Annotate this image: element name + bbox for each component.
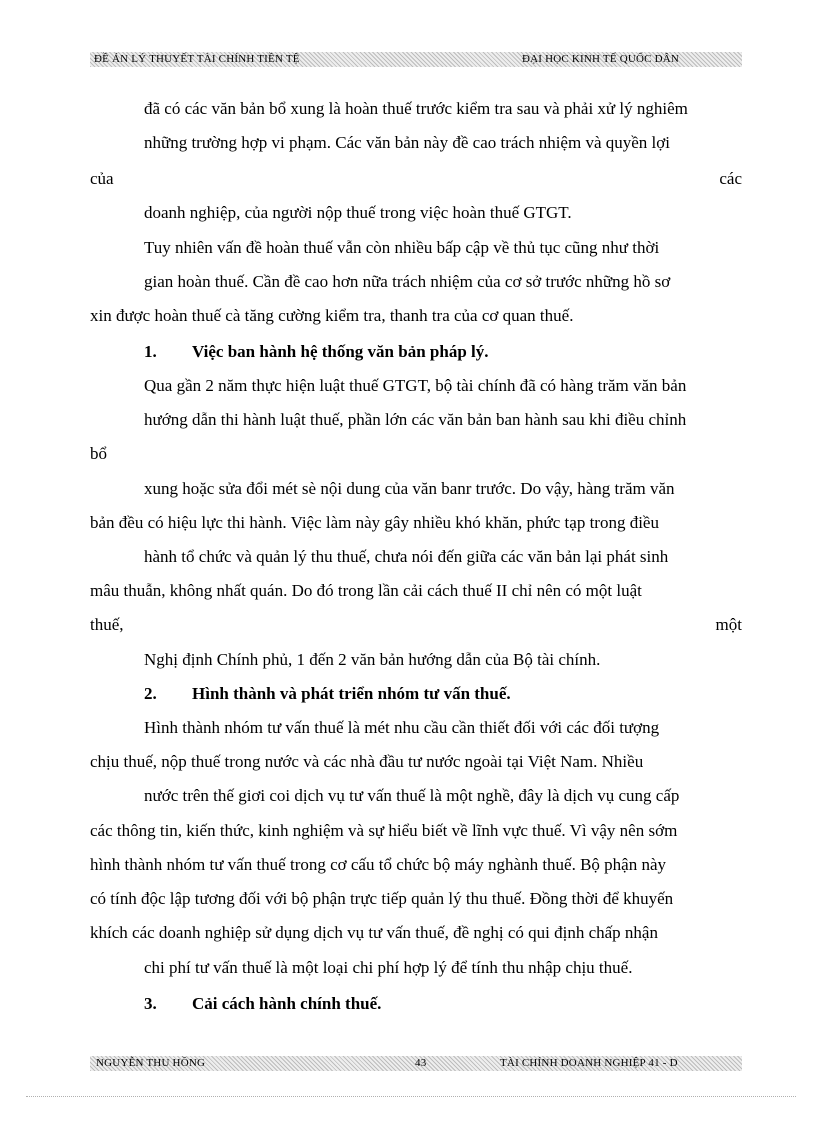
body-word: của — [90, 169, 114, 188]
section-title: Hình thành và phát triển nhóm tư vấn thuế. — [192, 684, 511, 703]
bottom-dotted-rule — [26, 1096, 796, 1097]
body-line: nước trên thế giơi coi dịch vụ tư vấn thuế là một nghề, đây là dịch vụ cung cấp — [144, 786, 680, 805]
body-line: đã có các văn bản bổ xung là hoàn thuế trước kiểm tra sau và phải xử lý nghiêm — [144, 99, 688, 118]
body-word: một — [715, 615, 742, 634]
body-word: thuế, — [90, 615, 124, 634]
body-line: hướng dẫn thi hành luật thuế, phần lớn các văn bản ban hành sau khi điều chỉnh — [144, 410, 687, 429]
section-title: Cải cách hành chính thuế. — [192, 994, 382, 1013]
body-line: Hình thành nhóm tư vấn thuế là mét nhu cầu cần thiết đối với các đối tượng — [144, 718, 660, 737]
page-number: 43 — [415, 1057, 427, 1069]
section-title: Việc ban hành hệ thống văn bản pháp lý. — [192, 342, 489, 361]
body-line: những trường hợp vi phạm. Các văn bản này đề cao trách nhiệm và quyền lợi — [144, 133, 670, 152]
body-line: bổ — [90, 444, 107, 463]
body-line: Tuy nhiên vấn đề hoàn thuế vẫn còn nhiều bấp cập về thủ tục cũng như thời — [144, 238, 660, 257]
page-header — [90, 52, 742, 67]
body-line: hành tổ chức và quản lý thu thuế, chưa nói đến giữa các văn bản lại phát sinh — [144, 547, 669, 566]
section-number: 2. — [144, 684, 157, 703]
section-heading-3 — [144, 994, 381, 1014]
section-number: 1. — [144, 342, 157, 361]
section-heading-1 — [144, 342, 489, 362]
body-line: các thông tin, kiến thức, kinh nghiệm và sự hiểu biết về lĩnh vực thuế. Vì vậy nên sớm — [90, 821, 678, 840]
footer-class: TÀI CHÍNH DOANH NGHIỆP 41 - D — [500, 1057, 678, 1069]
header-left-title: ĐỀ ÁN LÝ THUYẾT TÀI CHÍNH TIỀN TỆ — [94, 53, 300, 65]
section-heading-2 — [144, 684, 511, 704]
header-right-title: ĐẠI HỌC KINH TẾ QUỐC DÂN — [522, 53, 680, 65]
body-line: khích các doanh nghiệp sử dụng dịch vụ tư vấn thuế, đề nghị có qui định chấp nhận — [90, 923, 658, 942]
body-line-justified — [90, 169, 742, 189]
body-line: mâu thuẫn, không nhất quán. Do đó trong lần cải cách thuế II chỉ nên có một luật — [90, 581, 642, 600]
body-line: có tính độc lập tương đối với bộ phận trực tiếp quản lý thu thuế. Đồng thời để khuyến — [90, 889, 674, 908]
body-line: doanh nghiệp, của người nộp thuế trong việc hoàn thuế GTGT. — [144, 203, 572, 222]
body-line: xung hoặc sửa đổi mét sè nội dung của văn banr trước. Do vậy, hàng trăm văn — [144, 479, 675, 498]
body-line: gian hoàn thuế. Cần đề cao hơn nữa trách nhiệm của cơ sở trước những hồ sơ — [144, 272, 671, 291]
body-line: chi phí tư vấn thuế là một loại chi phí hợp lý để tính thu nhập chịu thuế. — [144, 958, 633, 977]
section-number: 3. — [144, 994, 157, 1013]
body-line: bản đều có hiệu lực thi hành. Việc làm này gây nhiều khó khăn, phức tạp trong điều — [90, 513, 659, 532]
page-footer — [90, 1056, 742, 1071]
body-line: Nghị định Chính phủ, 1 đến 2 văn bản hướng dẫn của Bộ tài chính. — [144, 650, 601, 669]
body-line: Qua gần 2 năm thực hiện luật thuế GTGT, bộ tài chính đã có hàng trăm văn bản — [144, 376, 687, 395]
footer-author: NGUYỄN THU HỒNG — [96, 1057, 206, 1069]
body-line: chịu thuế, nộp thuế trong nước và các nhà đầu tư nước ngoài tại Việt Nam. Nhiều — [90, 752, 644, 771]
body-line: xin được hoàn thuế cà tăng cường kiểm tra, thanh tra của cơ quan thuế. — [90, 306, 574, 325]
body-line: hình thành nhóm tư vấn thuế trong cơ cấu tổ chức bộ máy nghành thuế. Bộ phận này — [90, 855, 667, 874]
body-line-justified — [90, 615, 742, 635]
body-word: các — [719, 169, 742, 188]
